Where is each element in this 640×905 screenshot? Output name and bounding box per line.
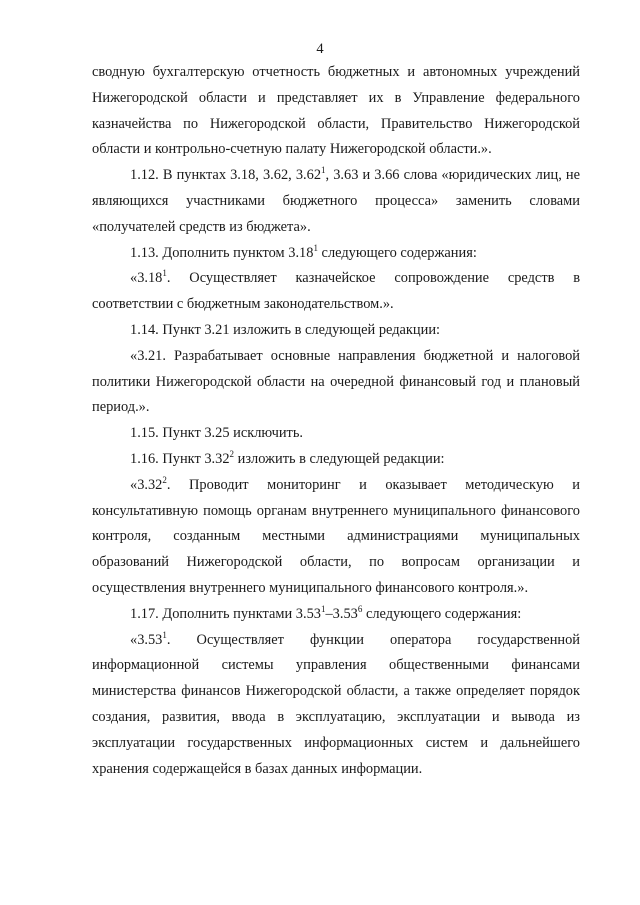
paragraph-text: 1.17. Дополнить пунктами 3.53	[130, 605, 321, 622]
paragraph	[92, 266, 580, 318]
paragraph-text: следующего содержания:	[317, 244, 477, 261]
superscript: 1	[320, 603, 326, 614]
superscript: 2	[162, 474, 167, 485]
paragraph	[92, 447, 580, 473]
paragraph-text: 1.14. Пункт 3.21 изложить в следующей редакции:	[130, 321, 441, 338]
paragraph-text: сводную бухгалтерскую отчетность бюджетных и автономных учреждений Нижегородской области и представляет их в Управление федерального казначейства по Нижегородской области, Правительство Нижегородской области и контрольно-счетную палату Нижегородской области.».	[92, 64, 580, 158]
paragraph	[92, 60, 580, 163]
superscript: 1	[162, 268, 167, 279]
paragraph-text: , 3.63 и 3.66 слова «юридических лиц, не являющихся участниками бюджетного процесса» заменить словами «получателей средств из бюджета».	[92, 167, 581, 235]
superscript: 1	[162, 629, 167, 640]
document-body	[92, 60, 580, 782]
paragraph	[92, 421, 580, 447]
paragraph-text: изложить в следующей редакции:	[234, 450, 445, 467]
superscript: 1	[313, 242, 318, 253]
paragraph-text: –3.53	[325, 605, 358, 622]
paragraph-text: 1.13. Дополнить пунктом 3.18	[130, 244, 314, 261]
superscript: 2	[229, 448, 235, 459]
paragraph	[92, 318, 580, 344]
page-number: 4	[316, 41, 324, 57]
paragraph-text: 1.15. Пункт 3.25 исключить.	[130, 425, 303, 442]
paragraph	[92, 344, 580, 421]
paragraph-text: 1.12. В пунктах 3.18, 3.62, 3.62	[130, 167, 322, 184]
paragraph	[92, 628, 580, 783]
superscript: 1	[321, 165, 326, 176]
paragraph-text: «3.21. Разрабатывает основные направления бюджетной и налоговой политики Нижегородской области на очередной финансовый год и плановый период.».	[92, 347, 580, 416]
paragraph	[92, 163, 580, 240]
paragraph-text: следующего содержания:	[362, 605, 522, 622]
paragraph-text: «3.53	[130, 631, 163, 648]
paragraph	[92, 602, 580, 628]
paragraph-text: «3.32	[130, 476, 163, 493]
paragraph-text: . Осуществляет казначейское сопровождение средств в соответствии с бюджетным законодательством.».	[92, 270, 580, 313]
paragraph	[92, 473, 580, 602]
paragraph	[92, 241, 580, 267]
superscript: 6	[357, 603, 363, 614]
paragraph-text: . Проводит мониторинг и оказывает методическую и консультативную помощь органам внутреннего муниципального финансового контроля, созданным местными администрациями муниципальных образований Нижегородской области, по вопросам организации и осуществления внутреннего муниципального финансового контроля.».	[92, 476, 580, 596]
paragraph-text: «3.18	[130, 270, 163, 287]
paragraph-text: . Осуществляет функции оператора государственной информационной системы управления общественными финансами министерства финансов Нижегородской области, а также определяет порядок создания, развития, ввода в эксплуатацию, эксплуатации и вывода из эксплуатации государственных информационных систем и дальнейшего хранения содержащейся в базах данных информации.	[92, 631, 580, 777]
paragraph-text: 1.16. Пункт 3.32	[130, 450, 230, 467]
